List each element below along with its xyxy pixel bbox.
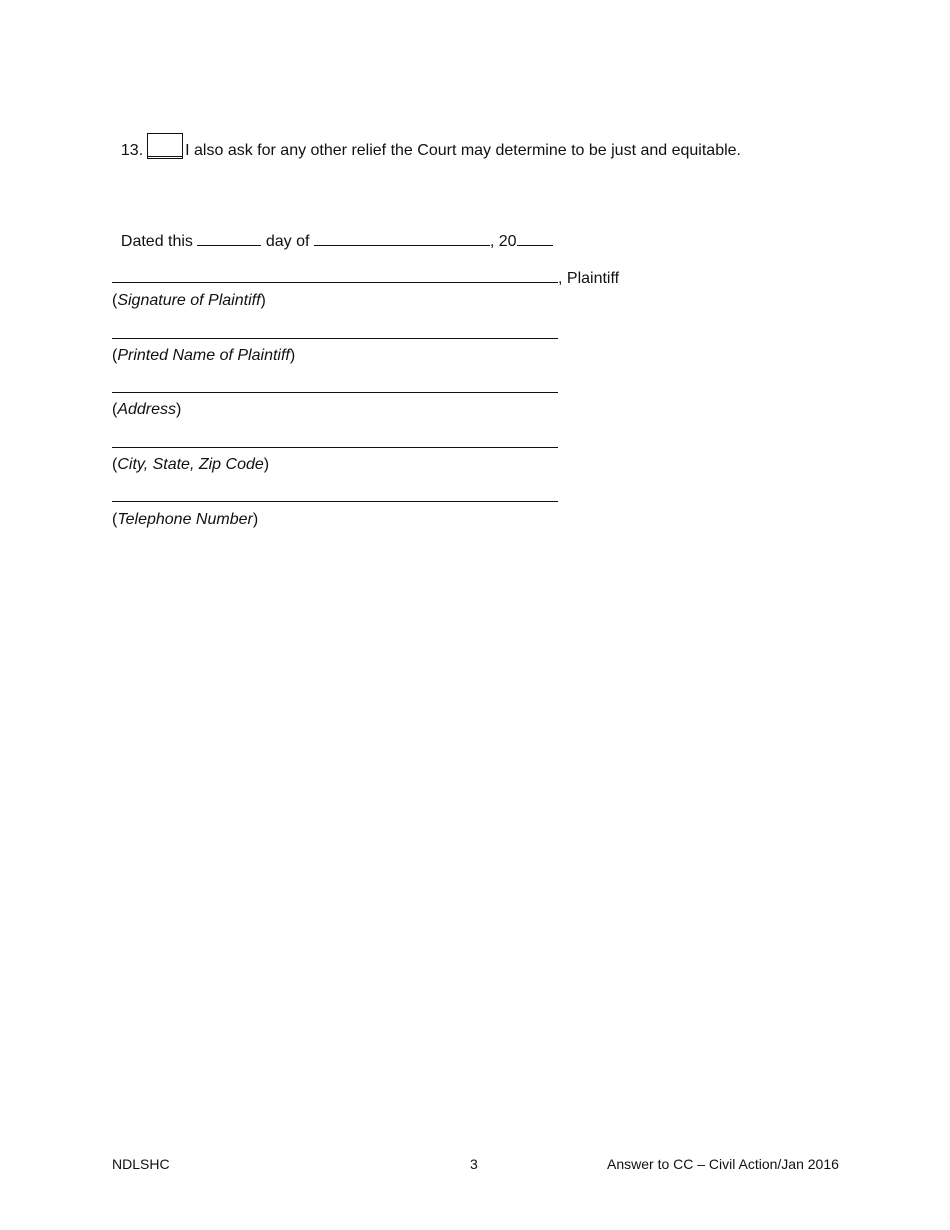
item-13-checkbox[interactable]	[147, 133, 183, 159]
city-line[interactable]	[112, 433, 558, 448]
year-prefix: , 20	[489, 233, 517, 250]
day-of-label: day of	[265, 233, 310, 250]
phone-row	[112, 487, 558, 508]
printed-name-line[interactable]	[112, 324, 558, 339]
signature-row	[112, 268, 619, 289]
city-caption: (City, State, Zip Code)	[112, 456, 270, 473]
city-row	[112, 433, 558, 454]
plaintiff-suffix: , Plaintiff	[558, 270, 620, 287]
dated-prefix: Dated this	[120, 233, 193, 250]
address-line[interactable]	[112, 378, 558, 393]
signature-caption: (Signature of Plaintiff)	[112, 292, 266, 309]
dated-row	[112, 211, 553, 252]
signature-line[interactable]	[112, 268, 558, 283]
address-caption: (Address)	[112, 401, 182, 418]
year-blank[interactable]	[517, 231, 553, 246]
phone-line[interactable]	[112, 487, 558, 502]
footer-right: Answer to CC – Civil Action/Jan 2016	[607, 1156, 839, 1172]
footer-page-number: 3	[470, 1156, 478, 1172]
address-row	[112, 378, 558, 399]
day-blank[interactable]	[197, 231, 261, 246]
printed-name-row	[112, 324, 558, 345]
printed-name-caption: (Printed Name of Plaintiff)	[112, 347, 296, 364]
month-blank[interactable]	[314, 231, 490, 246]
phone-caption: (Telephone Number)	[112, 511, 259, 528]
item-13-text: I also ask for any other relief the Court may determine to be just and equitable.	[185, 142, 741, 159]
item-13-number: 13.	[120, 142, 144, 159]
item-13-row	[112, 113, 741, 161]
footer-left: NDLSHC	[112, 1156, 170, 1172]
